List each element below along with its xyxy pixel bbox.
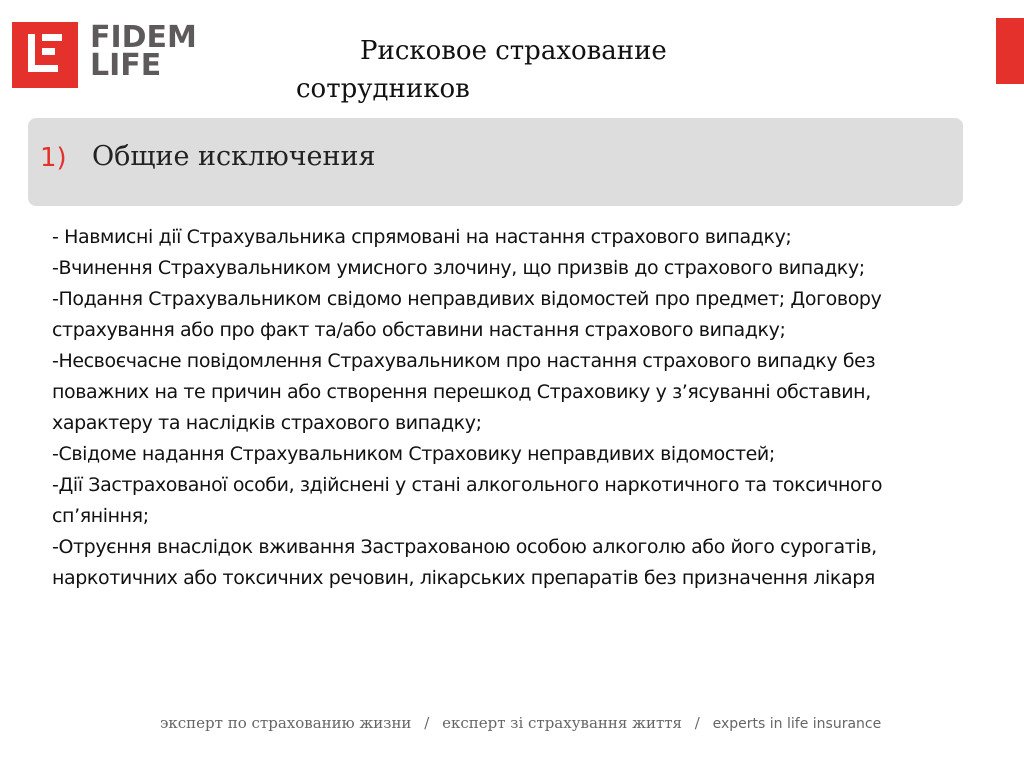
exclusion-item: -Подання Страхувальником свідомо неправдивих відомостей про предмет; Договору страхування або про факт та/або обставини настання страхового випадку; [52,288,882,341]
footer-tagline-ua: експерт зі страхування життя [442,714,683,732]
exclusion-item: -Дії Застрахованої особи, здійснені у стані алкогольного наркотичного та токсичного сп’яніння; [52,474,883,527]
footer-tagline-en: experts in life insurance [712,716,882,732]
brand-line-1: FIDEM [90,20,197,55]
brand-logo [12,22,202,90]
exclusion-item: -Отруєння внаслідок вживання Застрахованою особою алкоголю або його сурогатів, наркотичних або токсичних речовин, лікарських препаратів без призначення лікаря [52,536,877,589]
exclusion-item: -Несвоєчасне повідомлення Страхувальником про настання страхового випадку без поважних на те причин або створення перешкод Страховику у з’ясуванні обставин, характеру та наслідків страхового випадку; [52,350,876,434]
brand-line-2: LIFE [90,48,162,83]
title-line-1: Рисковое страхование [360,36,667,66]
page-title [296,32,756,108]
title-line-2: сотрудников [296,74,470,104]
corner-accent-bar [996,18,1024,84]
footer-tagline-ru: эксперт по страхованию жизни [160,714,412,732]
footer-separator: / [424,714,430,732]
brand-wordmark [90,20,197,83]
footer-separator: / [694,714,700,732]
section-heading: Общие исключения [92,141,376,172]
fidem-life-logo-icon [12,22,78,88]
exclusion-item: -Вчинення Страхувальником умисного злочину, що призвів до страхового випадку; [52,257,865,279]
section-number: 1) [40,143,67,173]
exclusions-list [52,222,952,594]
exclusion-item: -Свідоме надання Страхувальником Страховику неправдивих відомостей; [52,443,775,465]
exclusion-item: - Навмисні дії Страхувальника спрямовані на настання страхового випадку; [52,226,792,248]
footer-tagline [160,714,940,732]
